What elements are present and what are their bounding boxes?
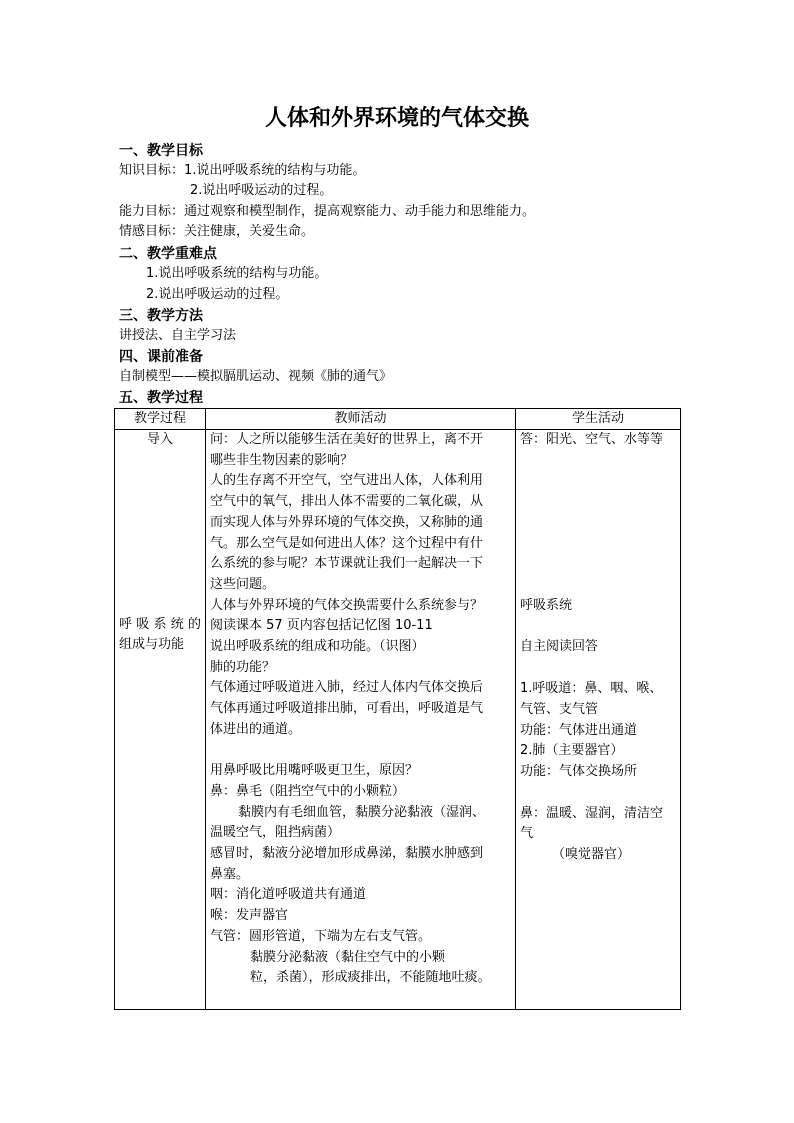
student-line: 呼吸系统 — [520, 597, 573, 613]
teacher-line: 么系统的参与呢？本节课就让我们一起解决一下 — [210, 556, 484, 572]
teacher-line: 人的生存离不开空气，空气进出人体，人体利用 — [210, 473, 484, 489]
methods-text: 讲授法、自主学习法 — [119, 328, 237, 343]
teacher-line: 鼻塞。 — [210, 866, 250, 882]
header-teacher: 教师活动 — [206, 409, 516, 430]
section-heading-key-points: 二、教学重难点 — [119, 246, 217, 262]
teacher-line: 鼻：鼻毛（阻挡空气中的小颗粒） — [210, 783, 406, 799]
teacher-line: 咽：消化道呼吸道共有通道 — [210, 887, 367, 903]
student-line: 气 — [520, 826, 534, 842]
teacher-line: 气。那么空气是如何进出人体？这个过程中有什 — [210, 535, 484, 551]
table-header-row — [115, 409, 681, 430]
header-stage: 教学过程 — [115, 409, 206, 430]
student-activity-cell — [516, 430, 681, 1010]
teacher-line: 黏膜分泌黏液（黏住空气中的小颗 — [250, 949, 446, 965]
teacher-blank-line — [210, 741, 511, 762]
teacher-line: 温暖空气，阻挡病菌） — [210, 825, 341, 841]
stage-cell — [115, 430, 206, 1010]
teacher-line: 哪些非生物因素的影响？ — [210, 452, 354, 468]
stage-respiratory-system — [119, 615, 201, 636]
process-table — [114, 408, 681, 1010]
teacher-activity-cell — [206, 430, 516, 1010]
stage-intro: 导入 — [146, 432, 173, 447]
ability-objective: 能力目标：通过观察和模型制作，提高观察能力、动手能力和思维能力。 — [119, 204, 536, 219]
teacher-line: 用鼻呼吸比用嘴呼吸更卫生，原因？ — [210, 763, 419, 779]
header-student: 学生活动 — [516, 409, 681, 430]
stage-label-line: 呼吸系统的 — [119, 616, 201, 632]
teacher-line: 气体通过呼吸道进入肺，经过人体内气体交换后 — [210, 680, 484, 696]
page-title: 人体和外界环境的气体交换 — [264, 105, 529, 131]
section-heading-preparation: 四、课前准备 — [119, 349, 203, 365]
teacher-line: 阅读课本 57 页内容包括记忆图 10-11 — [210, 618, 433, 634]
section-heading-objectives: 一、教学目标 — [119, 143, 203, 159]
teacher-line: 黏膜内有毛细血管，黏膜分泌黏液（湿润、 — [238, 804, 486, 820]
teacher-line: 粒，杀菌），形成痰排出，不能随地吐痰。 — [250, 970, 491, 986]
teacher-line: 人体与外界环境的气体交换需要什么系统参与？ — [210, 597, 484, 613]
key-point-1: 1.说出呼吸系统的结构与功能。 — [146, 266, 328, 281]
section-heading-methods: 三、教学方法 — [119, 308, 203, 324]
preparation-text: 自制模型——模拟膈肌运动、视频《肺的通气》 — [119, 369, 393, 384]
student-line: 2.肺（主要器官） — [520, 743, 624, 759]
table-row — [115, 430, 681, 1010]
student-line: 功能：气体交换场所 — [520, 763, 638, 779]
emotion-objective: 情感目标：关注健康，关爱生命。 — [119, 224, 315, 239]
student-line: 功能：气体进出通道 — [520, 722, 638, 738]
student-line: 1.呼吸道：鼻、咽、喉、 — [520, 681, 663, 697]
knowledge-objective-2: 2.说出呼吸运动的过程。 — [190, 183, 333, 198]
student-line: （嗅觉器官） — [552, 847, 631, 863]
teacher-line: 这些问题。 — [210, 576, 276, 592]
teacher-line: 感冒时，黏液分泌增加形成鼻涕，黏膜水肿感到 — [210, 846, 484, 862]
teacher-line: 气体再通过呼吸道排出肺，可看出，呼吸道是气 — [210, 701, 484, 717]
student-line: 自主阅读回答 — [520, 639, 599, 655]
teacher-line: 而实现人体与外界环境的气体交换，又称肺的通 — [210, 514, 484, 530]
student-line: 鼻：温暖、湿润，清洁空 — [520, 805, 664, 821]
teacher-line: 问：人之所以能够生活在美好的世界上，离不开 — [210, 432, 484, 447]
key-point-2: 2.说出呼吸运动的过程。 — [146, 287, 289, 302]
student-line: 答：阳光、空气、水等等 — [520, 432, 664, 447]
knowledge-objective-1: 知识目标：1.说出呼吸系统的结构与功能。 — [119, 163, 366, 178]
teacher-line: 肺的功能？ — [210, 659, 276, 675]
student-line: 气管、支气管 — [520, 701, 599, 717]
stage-label-line: 组成与功能 — [119, 637, 185, 653]
teacher-line: 喉：发声器官 — [210, 908, 289, 924]
teacher-line: 气管：圆形管道，下端为左右支气管。 — [210, 928, 432, 944]
section-heading-process: 五、教学过程 — [119, 390, 203, 406]
teacher-line: 空气中的氧气，排出人体不需要的二氧化碳，从 — [210, 494, 484, 510]
teacher-line: 体进出的通道。 — [210, 721, 302, 737]
teacher-line: 说出呼吸系统的组成和功能。（识图） — [210, 639, 425, 655]
